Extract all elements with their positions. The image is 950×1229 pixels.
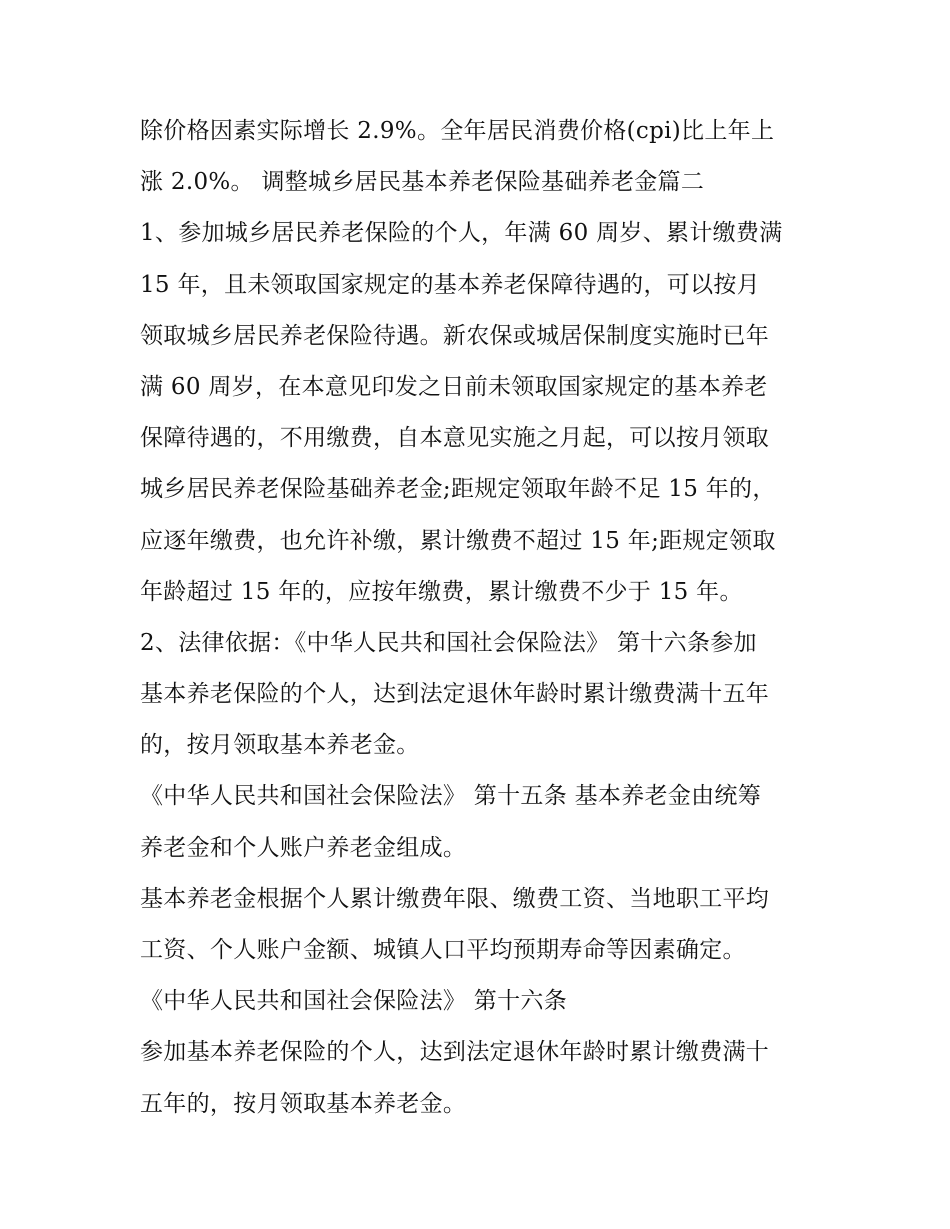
document-body bbox=[140, 106, 820, 1130]
text-line: 保障待遇的，不用缴费，自本意见实施之月起，可以按月领取 bbox=[140, 425, 770, 452]
text-line: 城乡居民养老保险基础养老金;距规定领取年龄不足 15 年的， bbox=[140, 476, 776, 503]
text-line: 参加基本养老保险的个人，达到法定退休年龄时累计缴费满十 bbox=[140, 1039, 770, 1066]
text-line: 五年的，按月领取基本养老金。 bbox=[140, 1090, 467, 1117]
text-line: 的，按月领取基本养老金。 bbox=[140, 732, 420, 759]
text-line: 满 60 周岁，在本意见印发之日前未领取国家规定的基本养老 bbox=[140, 373, 768, 400]
text-line: 除价格因素实际增长 2.9%。全年居民消费价格(cpi)比上年上 bbox=[140, 118, 775, 144]
text-line: 基本养老保险的个人，达到法定退休年龄时累计缴费满十五年 bbox=[140, 681, 770, 708]
text-line: 1、参加城乡居民养老保险的个人，年满 60 周岁、累计缴费满 bbox=[140, 220, 783, 247]
text-line: 涨 2.0%。 调整城乡居民基本养老保险基础养老金篇二 bbox=[140, 169, 705, 196]
text-line: 工资、个人账户金额、城镇人口平均预期寿命等因素确定。 bbox=[140, 937, 746, 963]
text-line: 《中华人民共和国社会保险法》 第十五条 基本养老金由统筹 bbox=[140, 783, 762, 810]
text-line: 养老金和个人账户养老金组成。 bbox=[140, 834, 467, 861]
text-line: 年龄超过 15 年的，应按年缴费，累计缴费不少于 15 年。 bbox=[140, 578, 743, 605]
text-line: 《中华人民共和国社会保险法》 第十六条 bbox=[140, 988, 568, 1015]
text-line: 2、法律依据：《中华人民共和国社会保险法》 第十六条参加 bbox=[140, 629, 757, 656]
text-line: 领取城乡居民养老保险待遇。新农保或城居保制度实施时已年 bbox=[140, 322, 770, 349]
text-line: 基本养老金根据个人累计缴费年限、缴费工资、当地职工平均 bbox=[140, 885, 770, 912]
text-line: 15 年，且未领取国家规定的基本养老保障待遇的，可以按月 bbox=[140, 271, 760, 298]
text-line: 应逐年缴费，也允许补缴，累计缴费不超过 15 年;距规定领取 bbox=[140, 527, 776, 554]
